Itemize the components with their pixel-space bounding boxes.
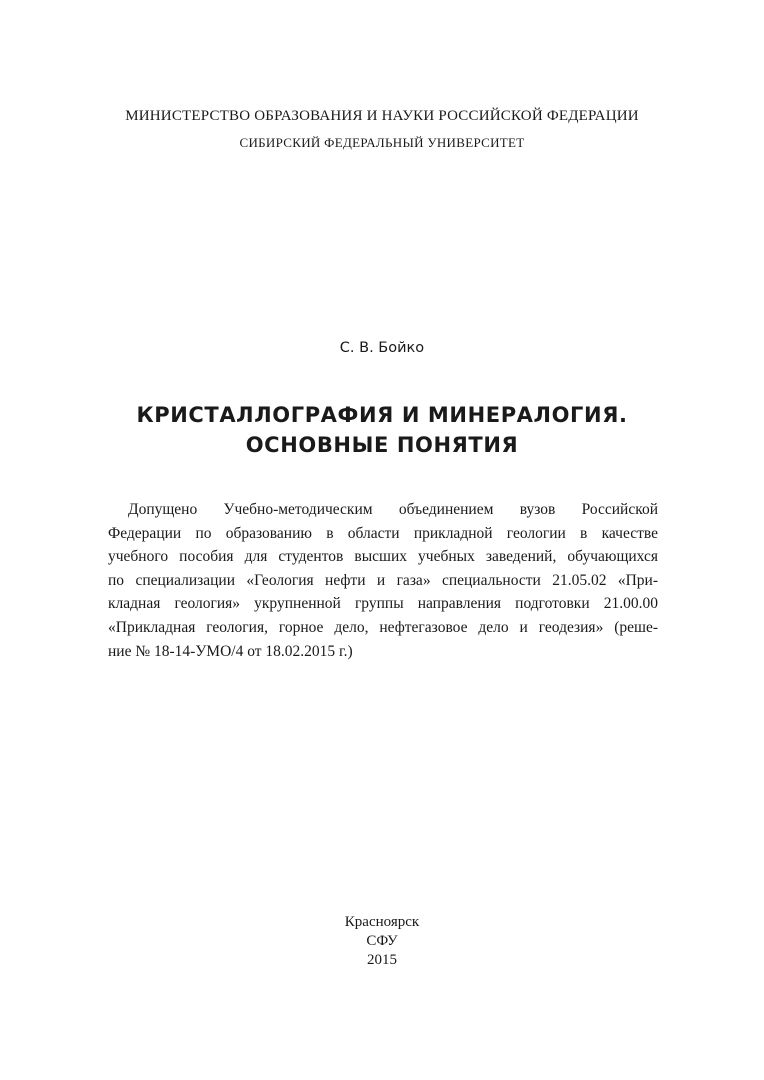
book-title [0, 400, 764, 460]
approval-line: учебного пособия для студентов высших учебных заведений, обучающихся [108, 548, 658, 566]
approval-line: кладная геология» укрупненной группы направления подготовки 21.00.00 [108, 595, 658, 613]
imprint-city: Красноярск [344, 914, 420, 930]
approval-line: «Прикладная геология, горное дело, нефтегазовое дело и геодезия» (реше- [108, 618, 658, 636]
approval-line: по специализации «Геология нефти и газа» специальности 21.05.02 «При- [108, 571, 658, 589]
imprint-year: 2015 [367, 952, 397, 968]
university-heading: СИБИРСКИЙ ФЕДЕРАЛЬНЫЙ УНИВЕРСИТЕТ [239, 135, 525, 150]
book-title-line-1: КРИСТАЛЛОГРАФИЯ И МИНЕРАЛОГИЯ. [136, 403, 628, 427]
ministry-heading: МИНИСТЕРСТВО ОБРАЗОВАНИЯ И НАУКИ РОССИЙСКОЙ ФЕДЕРАЦИИ [125, 108, 639, 124]
author-name: С. В. Бойко [339, 340, 425, 356]
approval-line: Допущено Учебно-методическим объединением вузов Российской [128, 501, 658, 518]
approval-line: Федерации по образованию в области прикладной геологии в качестве [108, 524, 658, 542]
imprint [0, 913, 764, 970]
book-title-line-2: ОСНОВНЫЕ ПОНЯТИЯ [245, 433, 519, 457]
approval-line: ние № 18-14-УМО/4 от 18.02.2015 г.) [108, 642, 353, 660]
approval-paragraph [108, 498, 658, 663]
imprint-publisher: СФУ [366, 933, 398, 949]
